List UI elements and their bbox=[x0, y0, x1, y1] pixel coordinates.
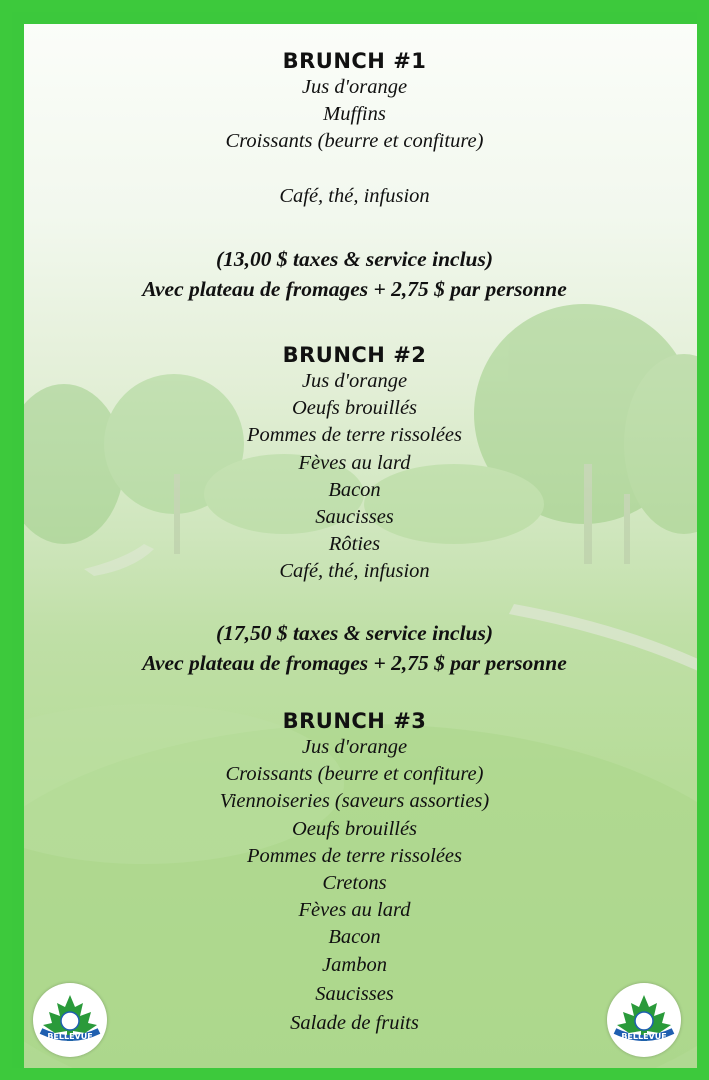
menu-item: Saucisses bbox=[315, 982, 394, 1005]
menu-item: Fèves au lard bbox=[298, 451, 411, 474]
menu-item: Jus d'orange bbox=[301, 76, 408, 98]
brunch-2-section bbox=[12, 342, 697, 678]
menu-item: Cretons bbox=[322, 872, 387, 895]
menu-item: Café, thé, infusion bbox=[279, 184, 430, 207]
menu-item: Rôties bbox=[328, 533, 381, 556]
menu-item: Viennoiseries (saveurs assorties) bbox=[219, 790, 490, 813]
menu-item: Saucisses bbox=[315, 506, 394, 529]
menu-item: Muffins bbox=[323, 103, 386, 126]
menu-item: Croissants (beurre et confiture) bbox=[225, 130, 484, 153]
menu-item: Bacon bbox=[328, 478, 381, 501]
menu-item: Jambon bbox=[322, 953, 387, 976]
menu-item: Oeufs brouillés bbox=[291, 397, 418, 420]
menu-item: Croissants (beurre et confiture) bbox=[225, 763, 484, 786]
brunch-2-cheese-option: Avec plateau de fromages + 2,75 $ par personne bbox=[142, 650, 567, 675]
brunch-1-price: (13,00 $ taxes & service inclus) bbox=[215, 246, 494, 271]
brunch-3-title: BRUNCH #3 bbox=[282, 709, 427, 733]
menu-item: Oeufs brouillés bbox=[291, 817, 418, 840]
menu-item: Salade de fruits bbox=[290, 1012, 419, 1035]
logo-text: BELLEVUE bbox=[47, 1032, 93, 1041]
brunch-2-price: (17,50 $ taxes & service inclus) bbox=[215, 620, 494, 645]
brunch-1-cheese-option: Avec plateau de fromages + 2,75 $ par personne bbox=[142, 276, 567, 301]
brunch-1-title: BRUNCH #1 bbox=[282, 49, 427, 73]
brunch-3-section bbox=[12, 708, 697, 1037]
menu-item: Pommes de terre rissolées bbox=[246, 844, 463, 867]
menu-item: Fèves au lard bbox=[298, 899, 411, 922]
brunch-2-title: BRUNCH #2 bbox=[282, 343, 427, 367]
menu-item: Jus d'orange bbox=[301, 370, 408, 392]
logo-text: BELLEVUE bbox=[621, 1032, 667, 1041]
menu-item: Jus d'orange bbox=[301, 736, 408, 758]
menu-item: Pommes de terre rissolées bbox=[246, 424, 463, 447]
menu-item: Bacon bbox=[328, 926, 381, 949]
brunch-1-section bbox=[12, 48, 697, 304]
menu-item: Café, thé, infusion bbox=[279, 560, 430, 583]
